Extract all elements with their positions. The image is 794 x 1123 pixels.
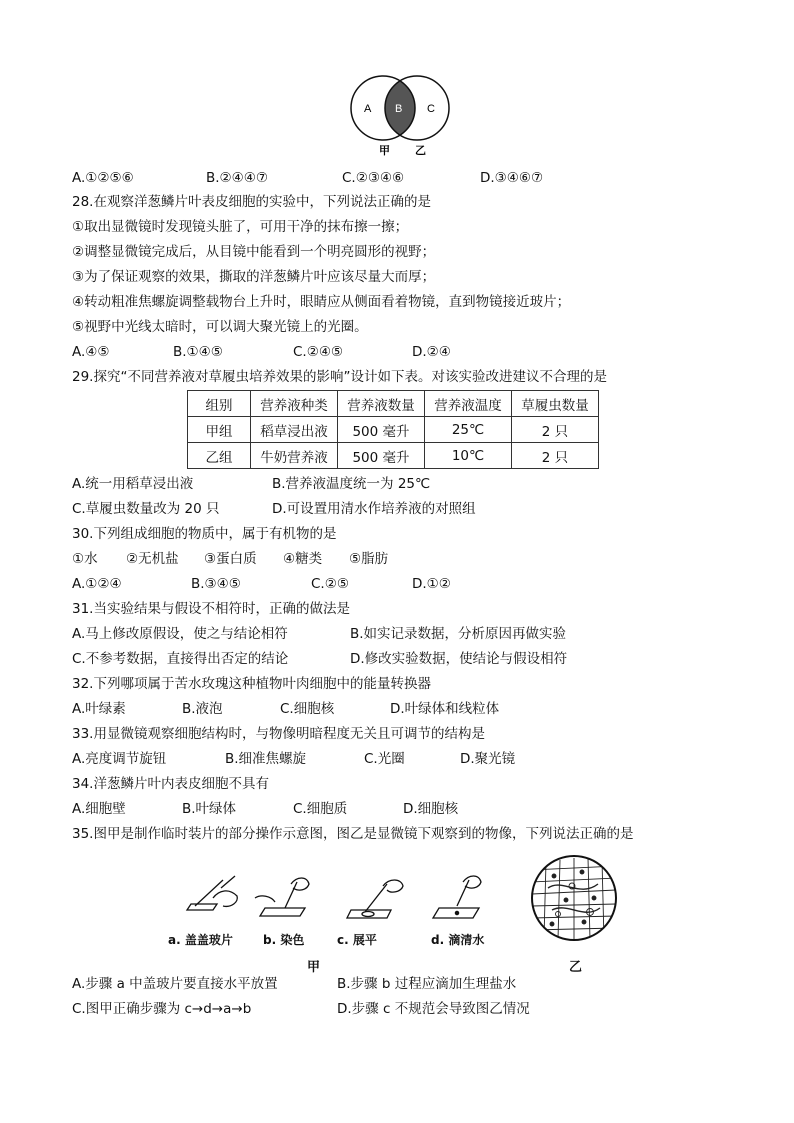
table-cell: 10℃ bbox=[425, 443, 512, 469]
q32-option-d[interactable]: D.叶绿体和线粒体 bbox=[390, 701, 500, 717]
q27-option-b[interactable]: B.②④④⑦ bbox=[206, 170, 268, 186]
q28-option-c[interactable]: C.②④⑤ bbox=[293, 344, 344, 360]
q30-item-3: ③蛋白质 bbox=[204, 551, 257, 567]
q27-option-c[interactable]: C.②③④⑥ bbox=[342, 170, 405, 186]
table-row bbox=[188, 417, 599, 443]
q29-option-d[interactable]: D.可设置用清水作培养液的对照组 bbox=[272, 501, 476, 517]
table-cell: 2 只 bbox=[512, 443, 599, 469]
q28-item-1: ①取出显微镜时发现镜头脏了，可用干净的抹布擦一擦； bbox=[72, 219, 409, 235]
step-a-illustration bbox=[187, 876, 237, 910]
table-header-cell: 营养液种类 bbox=[251, 391, 338, 417]
step-c-illustration bbox=[347, 880, 403, 918]
q29-option-c[interactable]: C.草履虫数量改为 20 只 bbox=[72, 501, 220, 517]
table-cell: 甲组 bbox=[188, 417, 251, 443]
figure-jia-caption: 甲 bbox=[307, 960, 321, 975]
q30-option-b[interactable]: B.③④⑤ bbox=[191, 576, 241, 592]
q33-stem: 33.用显微镜观察细胞结构时，与物像明暗程度无关且可调节的结构是 bbox=[72, 726, 485, 742]
microscope-view bbox=[528, 848, 622, 952]
q31-option-a[interactable]: A.马上修改原假设，使之与结论相符 bbox=[72, 626, 288, 642]
table-cell: 牛奶营养液 bbox=[251, 443, 338, 469]
q30-option-a[interactable]: A.①②④ bbox=[72, 576, 122, 592]
table-header-cell: 草履虫数量 bbox=[512, 391, 599, 417]
q28-stem: 28.在观察洋葱鳞片叶表皮细胞的实验中，下列说法正确的是 bbox=[72, 194, 431, 210]
q33-option-d[interactable]: D.聚光镜 bbox=[460, 751, 516, 767]
q30-stem: 30.下列组成细胞的物质中，属于有机物的是 bbox=[72, 526, 337, 542]
q32-option-a[interactable]: A.叶绿素 bbox=[72, 701, 126, 717]
q28-option-d[interactable]: D.②④ bbox=[412, 344, 451, 360]
experiment-table bbox=[187, 390, 599, 469]
table-cell: 500 毫升 bbox=[338, 417, 425, 443]
table-cell: 2 只 bbox=[512, 417, 599, 443]
table-header-row bbox=[188, 391, 599, 417]
table-cell: 25℃ bbox=[425, 417, 512, 443]
q34-option-d[interactable]: D.细胞核 bbox=[403, 801, 459, 817]
q34-option-b[interactable]: B.叶绿体 bbox=[182, 801, 237, 817]
venn-diagram bbox=[345, 70, 455, 158]
q32-stem: 32.下列哪项属于苦水玫瑰这种植物叶肉细胞中的能量转换器 bbox=[72, 676, 431, 692]
q30-item-2: ②无机盐 bbox=[126, 551, 179, 567]
step-b-illustration bbox=[255, 878, 309, 916]
q28-item-2: ②调整显微镜完成后，从目镜中能看到一个明亮圆形的视野； bbox=[72, 244, 436, 260]
q28-item-5: ⑤视野中光线太暗时，可以调大聚光镜上的光圈。 bbox=[72, 319, 368, 335]
q30-item-5: ⑤脂肪 bbox=[349, 551, 389, 567]
q31-stem: 31.当实验结果与假设不相符时，正确的做法是 bbox=[72, 601, 350, 617]
figure-yi-caption: 乙 bbox=[569, 960, 583, 975]
q31-option-b[interactable]: B.如实记录数据，分析原因再做实验 bbox=[350, 626, 567, 642]
table-cell: 乙组 bbox=[188, 443, 251, 469]
venn-label-c: C bbox=[427, 103, 435, 115]
venn-caption-left: 甲 bbox=[379, 144, 390, 157]
q29-stem: 29.探究“不同营养液对草履虫培养效果的影响”设计如下表。对该实验改进建议不合理的是 bbox=[72, 369, 607, 385]
q35-option-c[interactable]: C.图甲正确步骤为 c→d→a→b bbox=[72, 1001, 252, 1017]
q34-stem: 34.洋葱鳞片叶内表皮细胞不具有 bbox=[72, 776, 269, 792]
q33-option-c[interactable]: C.光圈 bbox=[364, 751, 405, 767]
step-c-label: c. 展平 bbox=[337, 933, 377, 947]
q28-option-a[interactable]: A.④⑤ bbox=[72, 344, 110, 360]
q33-option-b[interactable]: B.细准焦螺旋 bbox=[225, 751, 307, 767]
table-cell: 稻草浸出液 bbox=[251, 417, 338, 443]
q33-option-a[interactable]: A.亮度调节旋钮 bbox=[72, 751, 167, 767]
table-header-cell: 组别 bbox=[188, 391, 251, 417]
q35-option-d[interactable]: D.步骤 c 不规范会导致图乙情况 bbox=[337, 1001, 530, 1017]
q29-option-a[interactable]: A.统一用稻草浸出液 bbox=[72, 476, 194, 492]
table-header-cell: 营养液温度 bbox=[425, 391, 512, 417]
table-row bbox=[188, 443, 599, 469]
q30-option-d[interactable]: D.①② bbox=[412, 576, 451, 592]
q28-option-b[interactable]: B.①④⑤ bbox=[173, 344, 223, 360]
q34-option-a[interactable]: A.细胞壁 bbox=[72, 801, 126, 817]
q35-option-a[interactable]: A.步骤 a 中盖玻片要直接水平放置 bbox=[72, 976, 278, 992]
q35-stem: 35.图甲是制作临时装片的部分操作示意图，图乙是显微镜下观察到的物像，下列说法正确的是 bbox=[72, 826, 634, 842]
q29-option-b[interactable]: B.营养液温度统一为 25℃ bbox=[272, 476, 431, 492]
q32-option-b[interactable]: B.液泡 bbox=[182, 701, 223, 717]
step-d-illustration bbox=[433, 876, 481, 918]
q32-option-c[interactable]: C.细胞核 bbox=[280, 701, 335, 717]
q27-option-d[interactable]: D.③④⑥⑦ bbox=[480, 170, 544, 186]
q30-option-c[interactable]: C.②⑤ bbox=[311, 576, 349, 592]
venn-label-b: B bbox=[395, 103, 403, 115]
q34-option-c[interactable]: C.细胞质 bbox=[293, 801, 348, 817]
venn-label-a: A bbox=[364, 103, 372, 115]
venn-caption-right: 乙 bbox=[415, 144, 426, 157]
q30-item-4: ④糖类 bbox=[283, 551, 323, 567]
step-a-label: a. 盖盖玻片 bbox=[168, 933, 233, 947]
table-header-cell: 营养液数量 bbox=[338, 391, 425, 417]
q27-option-a[interactable]: A.①②⑤⑥ bbox=[72, 170, 134, 186]
q35-option-b[interactable]: B.步骤 b 过程应滴加生理盐水 bbox=[337, 976, 517, 992]
q28-item-3: ③为了保证观察的效果，撕取的洋葱鳞片叶应该尽量大而厚； bbox=[72, 269, 436, 285]
q30-item-1: ①水 bbox=[72, 551, 98, 567]
q31-option-d[interactable]: D.修改实验数据，使结论与假设相符 bbox=[350, 651, 568, 667]
table-cell: 500 毫升 bbox=[338, 443, 425, 469]
q31-option-c[interactable]: C.不参考数据，直接得出否定的结论 bbox=[72, 651, 289, 667]
step-b-label: b. 染色 bbox=[263, 933, 305, 947]
q28-item-4: ④转动粗准焦螺旋调整载物台上升时，眼睛应从侧面看着物镜，直到物镜接近玻片； bbox=[72, 294, 571, 310]
step-d-label: d. 滴清水 bbox=[431, 933, 485, 947]
